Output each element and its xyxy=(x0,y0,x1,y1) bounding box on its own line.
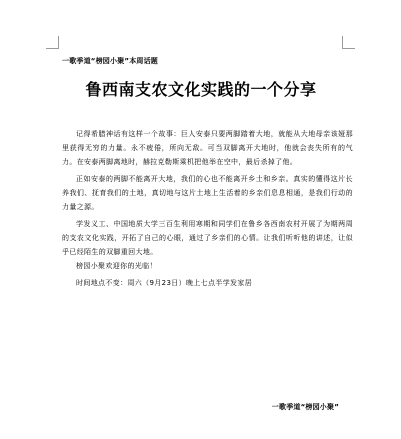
paragraph-2: 正如安泰的两脚不能离开大地，我们的心也不能离开乡土和乡亲。真实的懂得这片长养我们、抚育我们的土地，真切地与这片土地上生活着的乡亲们息息相通，是我们行动的力量之源。 xyxy=(62,175,353,211)
page-title: 鲁西南支农文化实践的一个分享 xyxy=(85,80,317,99)
crop-mark-top-right xyxy=(342,36,355,49)
paragraph-3: 学发义工、中国地质大学三百生利用寒期和同学们在鲁乡各西南农村开展了为期两周的支农文化实践，开拓了自己的心眼，通过了乡亲们的心情。让我们听听他的讲述，让似乎已经陌生的双脚重回大地。 xyxy=(62,220,353,256)
welcome-line: 榜园小聚欢迎你的光临！ xyxy=(76,262,157,270)
signature: 一歌季道“榜园小聚” xyxy=(271,403,339,411)
time-place-line: 时间地点不变：周六（9月23日）晚上七点半学发家居 xyxy=(76,279,253,287)
header-note: 一歌季道“榜园小聚”本周话题 xyxy=(62,57,159,65)
paragraph-1: 记得希腊神话有这样一个故事：巨人安泰只要两脚踏着大地，就能从大地母亲该娅那里获得无穷的力量。永不疲倦，所向无敌。可当双脚离开大地时，他就会丧失所有的气力。在安泰两脚离地时，赫拉克勒斯乘机把他举在空中，最后杀掉了他。 xyxy=(62,130,353,166)
crop-mark-top-left xyxy=(46,36,59,49)
document-body xyxy=(62,127,353,293)
